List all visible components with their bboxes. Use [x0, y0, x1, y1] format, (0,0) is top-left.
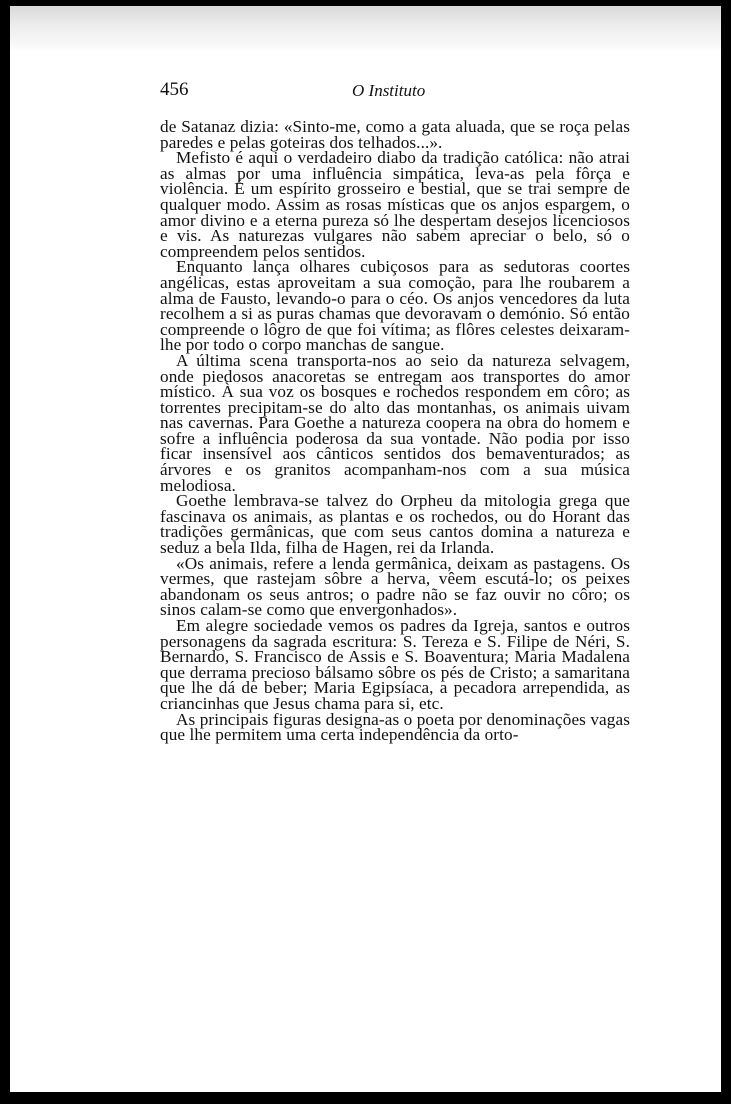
paragraph: Goethe lembrava-se talvez do Orpheu da mitologia grega que fascinava os animais, as plantas e os rochedos, ou do Horant das tradições germânicas, que com seus cantos domina a natureza e seduz a bela Ilda, filha de Hagen, rei da Irlanda.: [160, 491, 630, 558]
paragraph: «Os animais, refere a lenda germânica, deixam as pastagens. Os vermes, que rastejam sôbre a herva, vêem escutá-lo; os peixes abandonam os seus antros; o padre não se faz ouvir no côro; os sinos calam-se como que envergonhados».: [160, 553, 630, 620]
paragraph: Em alegre sociedade vemos os padres da Igreja, santos e outros personagens da sagrada escritura: S. Tereza e S. Filipe de Néri, S. Bernardo, S. Francisco de Assis e S. Boaventura; Maria Madalena que derrama precioso bálsamo sôbre os pés de Cristo; a samaritana que lhe dá de beber; Maria Egipsíaca, a pecadora arrependida, as criancinhas que Jesus chama para si, etc.: [160, 616, 630, 713]
paragraph: Mefisto é aqui o verdadeiro diabo da tradição católica: não atrai as almas por uma influência simpática, leva-as pela fôrça e violência. É um espírito grosseiro e bestial, que se trai sempre de qualquer modo. Assim as rosas místicas que os anjos espargem, o amor divino e a eterna pureza só lhe despertam desejos licenciosos e vis. As naturezas vulgares não sabem apreciar o belo, só o compreendem pelos sentidos.: [160, 148, 630, 261]
running-title: O Instituto: [352, 81, 426, 100]
book-page: [160, 75, 630, 743]
body-text: [160, 119, 630, 743]
page-header: [160, 75, 630, 105]
paragraph: As principais figuras designa-as o poeta por denominações vagas que lhe permitem uma certa independência da orto-: [160, 709, 630, 745]
scan-shadow: [10, 6, 721, 52]
paragraph: A última scena transporta-nos ao seio da natureza selvagem, onde piedosos anacoretas se entregam aos transportes do amor místico. À sua voz os bosques e rochedos respondem em côro; as torrentes precipitam-se do alto das montanhas, os animais uivam nas cavernas. Para Goethe a natureza coopera na obra do homem e sofre a influência poderosa da sua vontade. Não podia por isso ficar insensível aos cânticos sentidos dos bemaventurados; as árvores e os granitos acompanham-nos com a sua música melodiosa.: [160, 350, 630, 495]
page-number: 456: [160, 79, 189, 100]
paragraph: de Satanaz dizia: «Sinto-me, como a gata aluada, que se roça pelas paredes e pelas goteiras dos telhados...».: [160, 117, 630, 152]
paragraph: Enquanto lança olhares cubiçosos para as sedutoras coortes angélicas, estas aproveitam a sua comoção, para lhe roubarem a alma de Fausto, levando-o para o céo. Os anjos vencedores da luta recolhem a si as puras chamas que devoravam o demónio. Só então compreende o lôgro de que foi vítima; as flôres celestes deixaram-lhe por todo o corpo manchas de sangue.: [160, 257, 630, 355]
